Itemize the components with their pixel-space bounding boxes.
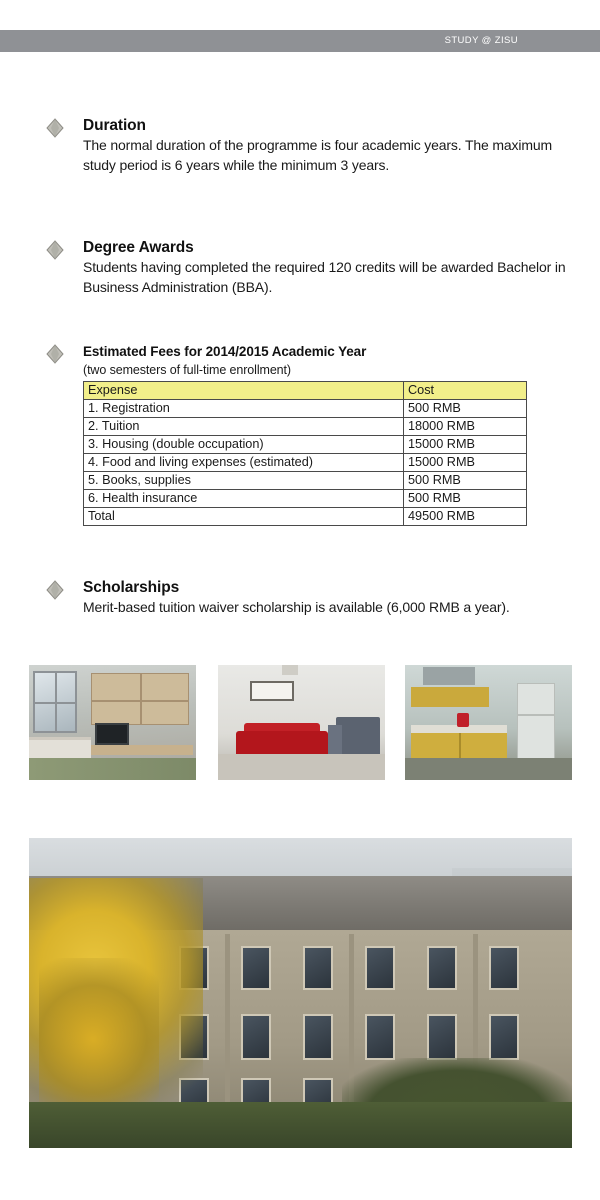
top-banner [0, 30, 600, 52]
table-row-total [84, 508, 527, 526]
section-estimated-fees-title: Estimated Fees for 2014/2015 Academic Year [83, 344, 367, 359]
column-header-expense: Expense [84, 382, 404, 400]
cell-cost: 500 RMB [404, 490, 527, 508]
diamond-bullet-icon [45, 240, 65, 260]
desk-detail [87, 745, 193, 755]
window-detail [241, 1014, 271, 1060]
table-row [84, 490, 527, 508]
hedge-detail [29, 1102, 572, 1148]
table-row [84, 400, 527, 418]
section-scholarships-text: Merit-based tuition waiver scholarship is available (6,000 RMB a year). [83, 599, 510, 615]
wall-frame-detail [250, 681, 294, 701]
window-detail [303, 1014, 333, 1060]
chairs-detail [336, 717, 380, 757]
shelf-detail [91, 673, 189, 725]
section-scholarships-body [83, 578, 573, 618]
cell-expense: 1. Registration [84, 400, 404, 418]
photo-row [0, 665, 600, 780]
window-detail [241, 946, 271, 990]
window-detail [303, 946, 333, 990]
refrigerator-detail [517, 683, 555, 763]
table-row [84, 472, 527, 490]
window-detail [489, 1014, 519, 1060]
ceiling-lamp-detail [282, 665, 298, 675]
table-row [84, 454, 527, 472]
section-estimated-fees-subtitle: (two semesters of full-time enrollment) [83, 363, 291, 377]
shared-kitchen-photo [405, 665, 572, 780]
section-degree-awards-title: Degree Awards [83, 239, 194, 256]
floor-detail [29, 758, 196, 780]
table-header-row [84, 382, 527, 400]
cell-expense: 4. Food and living expenses (estimated) [84, 454, 404, 472]
cell-expense: 2. Tuition [84, 418, 404, 436]
cell-expense: 5. Books, supplies [84, 472, 404, 490]
section-degree-awards-body [83, 238, 573, 297]
cell-cost: 500 RMB [404, 400, 527, 418]
column-header-cost: Cost [404, 382, 527, 400]
table-row [84, 436, 527, 454]
window-detail [365, 946, 395, 990]
window-detail [427, 946, 457, 990]
section-degree-awards-text: Students having completed the required 120 credits will be awarded Bachelor in Business Administration (BBA). [83, 259, 566, 295]
campus-building-photo [29, 838, 572, 1148]
window-detail [365, 1014, 395, 1060]
kettle-detail [457, 713, 469, 727]
fees-table [83, 381, 527, 526]
window-detail [489, 946, 519, 990]
diamond-bullet-icon [45, 344, 65, 364]
section-duration-body [83, 116, 573, 175]
cell-cost: 15000 RMB [404, 454, 527, 472]
drainpipe-detail [225, 934, 230, 1120]
window-detail [33, 671, 77, 733]
cell-cost: 15000 RMB [404, 436, 527, 454]
cell-expense-total: Total [84, 508, 404, 526]
cell-cost-total: 49500 RMB [404, 508, 527, 526]
cell-expense: 6. Health insurance [84, 490, 404, 508]
cell-cost: 500 RMB [404, 472, 527, 490]
range-hood-detail [423, 667, 475, 685]
section-estimated-fees-body [83, 342, 573, 526]
student-lounge-photo [218, 665, 385, 780]
diamond-bullet-icon [45, 580, 65, 600]
section-duration-text: The normal duration of the programme is four academic years. The maximum study period is 6 years while the minimum 3 years. [83, 137, 553, 173]
banner-title: STUDY @ ZISU [444, 35, 518, 46]
cell-cost: 18000 RMB [404, 418, 527, 436]
window-detail [427, 1014, 457, 1060]
section-duration-title: Duration [83, 117, 146, 134]
floor-detail [405, 758, 572, 780]
diamond-bullet-icon [45, 118, 65, 138]
dormitory-room-photo [29, 665, 196, 780]
floor-detail [218, 754, 385, 780]
upper-cabinet-detail [411, 687, 489, 707]
section-scholarships-title: Scholarships [83, 579, 180, 596]
television-detail [95, 723, 129, 745]
cell-expense: 3. Housing (double occupation) [84, 436, 404, 454]
table-row [84, 418, 527, 436]
